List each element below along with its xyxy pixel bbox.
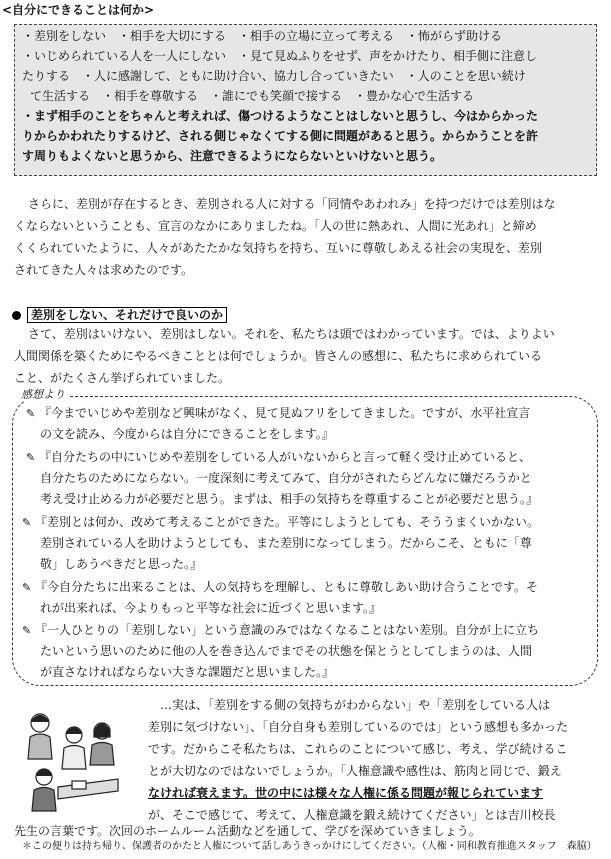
pencil-icon: ✎ (26, 451, 36, 464)
impression-line: 自分たちのためにならない。一度深刻に考えてみて、自分がされたらどんなに嫌だろうかと (40, 471, 532, 485)
impression-line: が直さなければならない大きな課題だと思いました。』 (40, 665, 335, 679)
body-text: さて、差別はいけない、差別はしない。それを、私たちは頭ではわかっています。では、よりよい (28, 327, 555, 341)
closing-text: が、そこで感じて、考えて、人権意識を鍛え続けてください」とは吉川校長 (148, 808, 556, 822)
closing-text: なければ衰えます。世の中には様々な人権に係る問題が報じられています (148, 786, 544, 800)
box-line: ・まず相手のことをちゃんと考えれば、傷つけるようなことはしないと思うし、今はからかった (22, 109, 539, 123)
closing-text: とが大切なのではないでしょうか。「人権意識や感性は、筋肉と同じで、鍛え (148, 764, 562, 778)
closing-text: …実は、「差別をする側の気持ちがわからない」や「差別をしている人は (160, 698, 551, 712)
box-line: ・いじめられている人を一人にしない ・見て見ぬふりをせず、声をかけたり、相手側に注意し (22, 49, 538, 63)
body-text: くならないということも、宣言のなかにありましたね。「人の世に熱あれ、人間に光あれ」と締め (14, 219, 537, 233)
impression-item: ✎ 『今までいじめや差別など興味がなく、見て見ぬフリをしてきました。ですが、水平社宣言 (26, 406, 531, 420)
section-title (12, 307, 227, 323)
student-icon (32, 769, 56, 811)
box-line: りからかわれたりするけど、される側じゃなくてする側に問題があると思う。からかうことを許 (22, 129, 539, 143)
student-icon (28, 714, 52, 759)
impression-line: れが出来れば、今よりもっと平等な社会に近づくと思います。』 (40, 601, 382, 615)
impression-line: の文を読み、今度からは自分にできることをします。』 (40, 427, 334, 441)
closing-text: 差別に気づけない」、「自分自身も差別しているのでは」という感想も多かった (148, 720, 569, 734)
pencil-icon: ✎ (22, 581, 32, 594)
pencil-icon: ✎ (26, 407, 36, 420)
impression-line: 考え受け止める力が必要だと思う。まずは、相手の気持ちを尊重することが必要だと思う。』 (40, 492, 539, 506)
student-icon (90, 723, 114, 765)
footer-note: ＊この便りは持ち帰り、保護者のかたと人権について話しあうきっかけにしてください。（人権・同和教育推進スタッフ 森脇） (22, 841, 597, 852)
body-text: さらに、差別が存在するとき、差別される人に対する「同情やあわれみ」を持つだけでは差別はな (28, 197, 556, 211)
box-line: ・差別をしない ・相手を大切にする ・相手の立場に立って考える ・怖がらず助ける (22, 29, 503, 43)
closing-text: です。だからこそ私たちは、これらのことについて感じ、考え、学び続けるこ (148, 742, 568, 756)
impression-line: たいという思いのために他の人を巻き込んでまでその状態を保とうとしてしまうのは、人間 (40, 644, 533, 658)
closing-text: 先生の言葉です。次回のホームルーム活動などを通して、学びを深めていきましょう。 (14, 824, 481, 838)
body-text: されてきた人々は求めたのです。 (14, 263, 194, 277)
body-text: 人間関係を築くためにやるべきこととは何でしょうか。皆さんの感想に、私たちに求められている (14, 349, 543, 363)
impression-item: ✎ 『一人ひとりの「差別しない」という意識のみではなくなることはない差別。自分が上に立ち (22, 623, 540, 637)
student-icon (62, 727, 86, 769)
desk-icon (58, 779, 118, 799)
body-text: こと、がたくさん挙げられていました。 (14, 371, 231, 385)
impression-item: ✎ 『差別とは何か、改めて考えることができた。平等にしようとしても、そううまくいかない。 (22, 515, 540, 529)
body-text: くくられていたように、人々があたたかな気持ちを持ち、互いに尊敬しあえる社会の実現を、差別 (14, 241, 543, 255)
impression-line: 差別されている人を助けようとしても、また差別になってしまう。だからこそ、ともに「尊 (40, 536, 532, 550)
impression-item: ✎ 『自分たちの中にいじめや差別をしている人がいないからと言って軽く受け止めていると、 (26, 450, 532, 464)
section-title-text: 差別をしない、それだけで良いのか (27, 307, 227, 323)
box-line: て生活する ・相手を尊敬する ・誰にでも笑顔で接する ・豊かな心で生活する (30, 89, 475, 103)
pencil-icon: ✎ (22, 624, 32, 637)
section-heading: <自分にできることは何か> (2, 3, 155, 17)
impression-line: 敬」しあうべきだと思った。』 (40, 557, 203, 571)
students-illustration (14, 695, 120, 815)
box-line: す周りもよくないと思うから、注意できるようにならないといけないと思う。 (22, 149, 443, 163)
pencil-icon: ✎ (22, 516, 32, 529)
box-line: たりする ・人に感謝して、ともに助け合い、協力し合っていきたい ・人のことを思い続け (22, 69, 526, 83)
bullet-icon (12, 311, 21, 320)
impressions-label: 感想より (18, 388, 68, 401)
impression-item: ✎ 『今自分たちに出来ることは、人の気持ちを理解し、ともに尊敬しあい助け合うことです。そ (22, 580, 539, 594)
